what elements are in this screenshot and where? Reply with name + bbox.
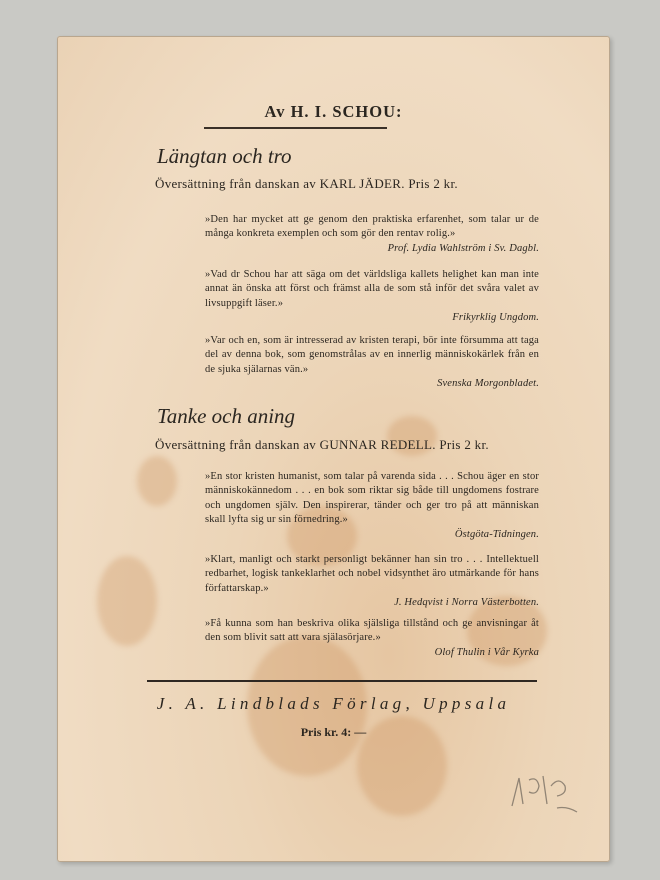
book-title-1: Längtan och tro xyxy=(157,144,292,168)
author-heading: Av H. I. SCHOU: xyxy=(264,102,403,121)
quote-2-3 xyxy=(205,617,539,660)
quote-source: J. Hedqvist i Norra Västerbotten. xyxy=(394,597,539,609)
quote-1-2 xyxy=(205,268,539,326)
heading-underline xyxy=(204,127,387,129)
quote-1-1 xyxy=(205,213,539,256)
quote-text: »Vad dr Schou har att säga om det världsliga kallets helighet kan man inte annat än önska att först och främst alla de som stå inför det svåra valet av livsuppgift läser.» xyxy=(205,269,539,309)
quote-source: Svenska Morgonbladet. xyxy=(437,378,539,390)
quote-source: Prof. Lydia Wahlström i Sv. Dagbl. xyxy=(387,242,539,254)
quote-source: Olof Thulin i Vår Kyrka xyxy=(434,646,539,658)
quote-text: »Den har mycket att ge genom den praktiska erfarenhet, som talar ur de många konkreta exemplen och som gör den rentav rolig.» xyxy=(205,214,539,240)
quote-source: Östgöta-Tidningen. xyxy=(454,528,539,540)
quote-source: Frikyrklig Ungdom. xyxy=(452,312,539,324)
quote-2-1 xyxy=(205,470,539,542)
quote-text: »Klart, manligt och starkt personligt bekänner han sin tro . . . Intellektuell redbarhet, logisk tankeklarhet och nobel vidsynthet äro utmärkande för hans författarskap.» xyxy=(205,554,539,594)
quote-text: »Var och en, som är intresserad av kristen terapi, bör inte försumma att taga del av denna bok, som genomstrålas av en innerlig människokärlek från en de sjuka själarnas vän.» xyxy=(205,335,539,375)
divider-line xyxy=(147,680,537,682)
quote-2-2 xyxy=(205,553,539,611)
book-title-2: Tanke och aning xyxy=(157,404,296,428)
quote-text: »En stor kristen humanist, som talar på varenda sida . . . Schou äger en stor människokännedom . . . en bok som riktar sig både till ungdomens fostrare och ungdomen själv. Den inspirerar, tänder och ger tro på att människan skall lyfta sig ur sin förnedring.» xyxy=(205,471,539,526)
book-translation-1: Översättning från danskan av KARL JÄDER. Pris 2 kr. xyxy=(155,176,458,191)
publisher-line: J. A. Lindblads Förlag, Uppsala xyxy=(156,694,511,713)
quote-text: »Få kunna som han beskriva olika själsliga tillstånd och ge anvisningar åt den som blivit satt att vara själasörjare.» xyxy=(205,618,539,644)
handwritten-mark-icon xyxy=(507,756,587,816)
price-line: Pris kr. 4: — xyxy=(300,725,367,739)
book-translation-2: Översättning från danskan av GUNNAR REDELL. Pris 2 kr. xyxy=(155,437,489,452)
book-back-cover xyxy=(57,36,610,862)
quote-1-3 xyxy=(205,334,539,392)
